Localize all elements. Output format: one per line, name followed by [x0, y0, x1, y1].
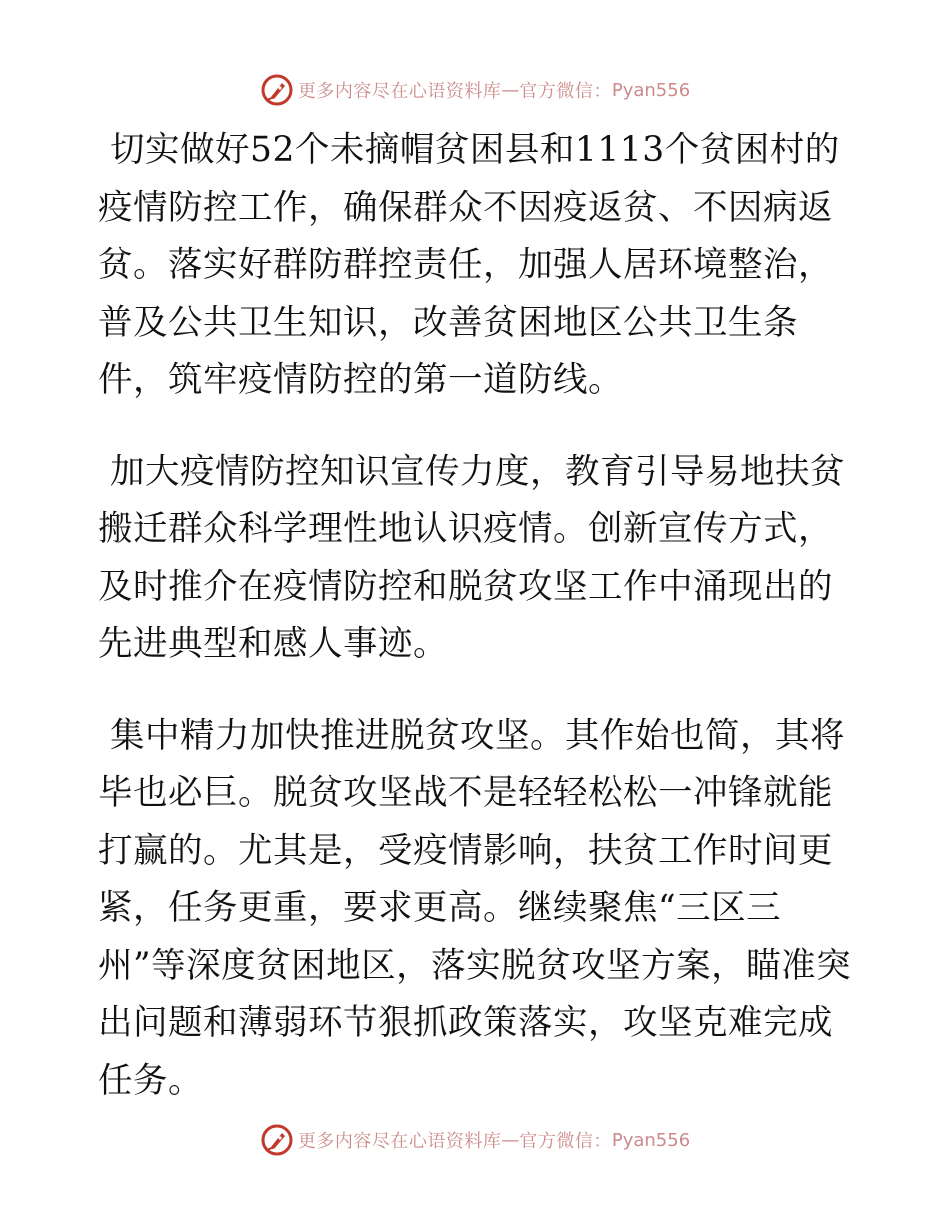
- header-watermark: [0, 72, 950, 108]
- paragraph-3: 集中精力加快推进脱贫攻坚。其作始也简，其将毕也必巨。脱贫攻坚战不是轻轻松松一冲锋就能打赢的。尤其是，受疫情影响，扶贫工作时间更紧，任务更重，要求更高。继续聚焦“三区三州”等深度贫困地区，落实脱贫攻坚方案，瞄准突出问题和薄弱环节狠抓政策落实，攻坚克难完成任务。: [98, 715, 852, 1101]
- watermark-site-text: 更多内容尽在心语资料库: [297, 1131, 502, 1152]
- paragraph-1: 切实做好52个未摘帽贫困县和1113个贫困村的疫情防控工作，确保群众不因疫返贫、不因病返贫。落实好群防群控责任，加强人居环境整治，普及公共卫生知识，改善贫困地区公共卫生条件，筑牢疫情防控的第一道防线。: [98, 130, 840, 400]
- pen-nib-logo-icon: [260, 73, 294, 107]
- watermark-site-text: 更多内容尽在心语资料库: [297, 81, 502, 102]
- paragraph-2: 加大疫情防控知识宣传力度，教育引导易地扶贫搬迁群众科学理性地认识疫情。创新宣传方式，及时推介在疫情防控和脱贫攻坚工作中涌现出的先进典型和感人事迹。: [98, 451, 845, 664]
- watermark-wechat-id: Pyan556: [611, 1129, 691, 1151]
- watermark-wechat-id: Pyan556: [611, 79, 691, 101]
- watermark-separator: —: [501, 1129, 520, 1151]
- footer-watermark: [0, 1122, 950, 1158]
- document-body: [98, 122, 858, 1144]
- watermark-separator: —: [501, 79, 520, 101]
- watermark-wechat-label: 官方微信：: [519, 1131, 612, 1152]
- pen-nib-logo-icon: [260, 1123, 294, 1157]
- watermark-wechat-label: 官方微信：: [519, 81, 612, 102]
